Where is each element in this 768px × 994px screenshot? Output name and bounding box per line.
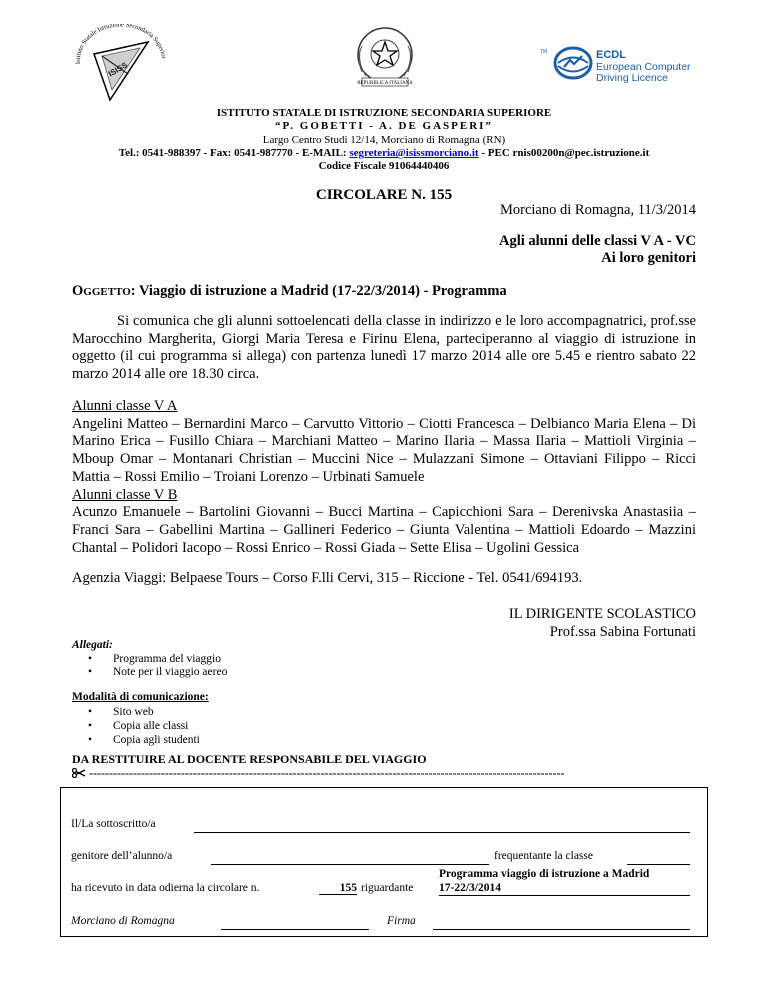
bullet-icon: •: [88, 653, 93, 665]
bullet-icon: •: [88, 720, 93, 732]
ecdl-line1: European Computer: [596, 60, 691, 73]
class-a-list: Angelini Matteo – Bernardini Marco – Carvutto Vittorio – Ciotti Francesca – Delbianco Maria Elena – Di Marino Erica – Fusillo Chiara – Marchiani Matteo – Marino Ilaria – Massa Ilaria – Mattioli Virginia – Mboup Omar – Montanari Christian – Muccini Nice – Mulazzani Simone – Ottaviani Filippo – Ricci Mattia – Rossi Emilio – Troiani Lorenzo – Urbinati Samuele: [72, 415, 696, 485]
allegato-item: • Programma del viaggio: [88, 653, 221, 665]
return-form: [60, 787, 708, 937]
sottoscritto-label: Il/La sottoscritto/a: [71, 818, 156, 830]
firma-label: Firma: [387, 915, 416, 927]
school-name: ISTITUTO STATALE DI ISTRUZIONE SECONDARIA SUPERIORE: [216, 107, 552, 119]
frequentante-label: frequentante la classe: [494, 850, 593, 862]
svg-text:TM: TM: [540, 49, 548, 55]
signature-role: IL DIRIGENTE SCOLASTICO: [508, 606, 696, 622]
restituire-heading: DA RESTITUIRE AL DOCENTE RESPONSABILE DEL VIAGGIO: [72, 752, 427, 766]
school-address: Largo Centro Studi 12/14, Morciano di Romagna (RN): [262, 134, 506, 146]
school-logo: [72, 24, 170, 104]
recipients: [499, 233, 696, 267]
programma-line-2: 17-22/3/2014: [439, 882, 501, 894]
school-subtitle: “P. GOBETTI - A. DE GASPERI”: [275, 120, 493, 132]
ecdl-globe-icon: [540, 44, 594, 80]
riguardante-label: riguardante: [361, 882, 414, 894]
circolare-number: 155: [319, 882, 357, 895]
classe-field[interactable]: [627, 864, 690, 865]
signature-name: Prof.ssa Sabina Fortunati: [549, 624, 696, 640]
italian-republic-emblem: [352, 22, 418, 92]
svg-text:Istituto Statale Istruzione Se: Istituto Statale Istruzione Secondaria Superior: [74, 24, 168, 65]
firma-field[interactable]: [433, 929, 690, 930]
modalita-title: Modalità di comunicazione:: [72, 691, 209, 703]
codice-fiscale: Codice Fiscale 91064440406: [318, 160, 450, 172]
programma-subject: [439, 867, 690, 895]
student-lists: [72, 398, 696, 557]
oggetto-text: : Viaggio di istruzione a Madrid (17-22/3/2014) - Programma: [130, 283, 507, 299]
contacts-prefix: Tel.: 0541-988397 - Fax: 0541-987770 - E-MAIL:: [118, 147, 350, 159]
svg-text:ISISS: ISISS: [106, 60, 130, 79]
class-b-list: Acunzo Emanuele – Bartolini Giovanni – Bucci Martina – Capicchioni Sara – Derenivska Anastasiia – Franci Sara – Gabellini Martina – Gallineri Federico – Giunta Valentina – Mattioli Edoardo – Mazzini Chantal – Polidori Iacopo – Rossi Enrico – Rossi Giada – Sette Elisa – Ugolini Gessica: [72, 504, 696, 556]
recipient-line-2: Ai loro genitori: [601, 250, 696, 266]
bullet-icon: •: [88, 666, 93, 678]
ecdl-brand: ECDL: [596, 49, 626, 61]
place-date: Morciano di Romagna, 11/3/2014: [500, 202, 696, 218]
bullet-icon: •: [88, 734, 93, 746]
ecdl-logo-text: [596, 50, 691, 85]
modalita-item: • Copia alle classi: [88, 720, 189, 732]
genitore-label: genitore dell’alunno/a: [71, 850, 173, 862]
allegati-title: Allegati:: [72, 639, 113, 651]
svg-text:REPUBBLICA ITALIANA: REPUBBLICA ITALIANA: [357, 81, 413, 86]
cut-line: [72, 766, 565, 781]
scissors-icon: [72, 768, 86, 778]
recipient-line-1: Agli alunni delle classi V A - VC: [498, 233, 696, 249]
programma-underline: [439, 895, 690, 896]
bullet-icon: •: [88, 706, 93, 718]
data-field[interactable]: [221, 929, 369, 930]
ricevuto-label: ha ricevuto in data odierna la circolare n.: [71, 882, 260, 894]
oggetto-initial: O: [72, 283, 84, 299]
programma-line-1: Programma viaggio di istruzione a Madrid: [439, 868, 650, 880]
modalita-item: • Copia agli studenti: [88, 734, 200, 746]
contacts-suffix: - PEC rnis00200n@pec.istruzione.it: [478, 147, 650, 159]
oggetto-smallcaps: GGETTO: [83, 286, 131, 298]
email-link[interactable]: segreteria@isissmorciano.it: [349, 147, 479, 159]
sottoscritto-field[interactable]: [194, 832, 690, 833]
alunno-field[interactable]: [211, 864, 489, 865]
circolare-title: CIRCOLARE N. 155: [315, 187, 453, 203]
body-paragraph: Si comunica che gli alunni sottoelencati della classe in indirizzo e le loro accompagnatrici, prof.sse Marocchino Margherita, Giorgi Maria Teresa e Firinu Elena, parteciperanno al viaggio di istruzione in oggetto (il cui programma si allega) con partenza lunedì 17 marzo 2014 alle ore 5.45 e rientro sabato 22 marzo 2014 alle ore 18.30 circa.: [72, 313, 696, 383]
allegato-item: • Note per il viaggio aereo: [88, 666, 228, 678]
class-a-title: Alunni classe V A: [72, 398, 178, 414]
class-b-title: Alunni classe V B: [72, 486, 178, 503]
school-contacts: [0, 147, 768, 159]
agenzia-viaggi: Agenzia Viaggi: Belpaese Tours – Corso F.lli Cervi, 315 – Riccione - Tel. 0541/694193.: [72, 570, 583, 586]
cut-dashes: -----------------------------------------------------------------------------------------------------------------------: [89, 766, 565, 780]
oggetto-line: [72, 283, 507, 300]
ecdl-line2: Driving Licence: [596, 72, 668, 84]
modalita-item: • Sito web: [88, 706, 154, 718]
luogo-label: Morciano di Romagna: [71, 915, 175, 927]
